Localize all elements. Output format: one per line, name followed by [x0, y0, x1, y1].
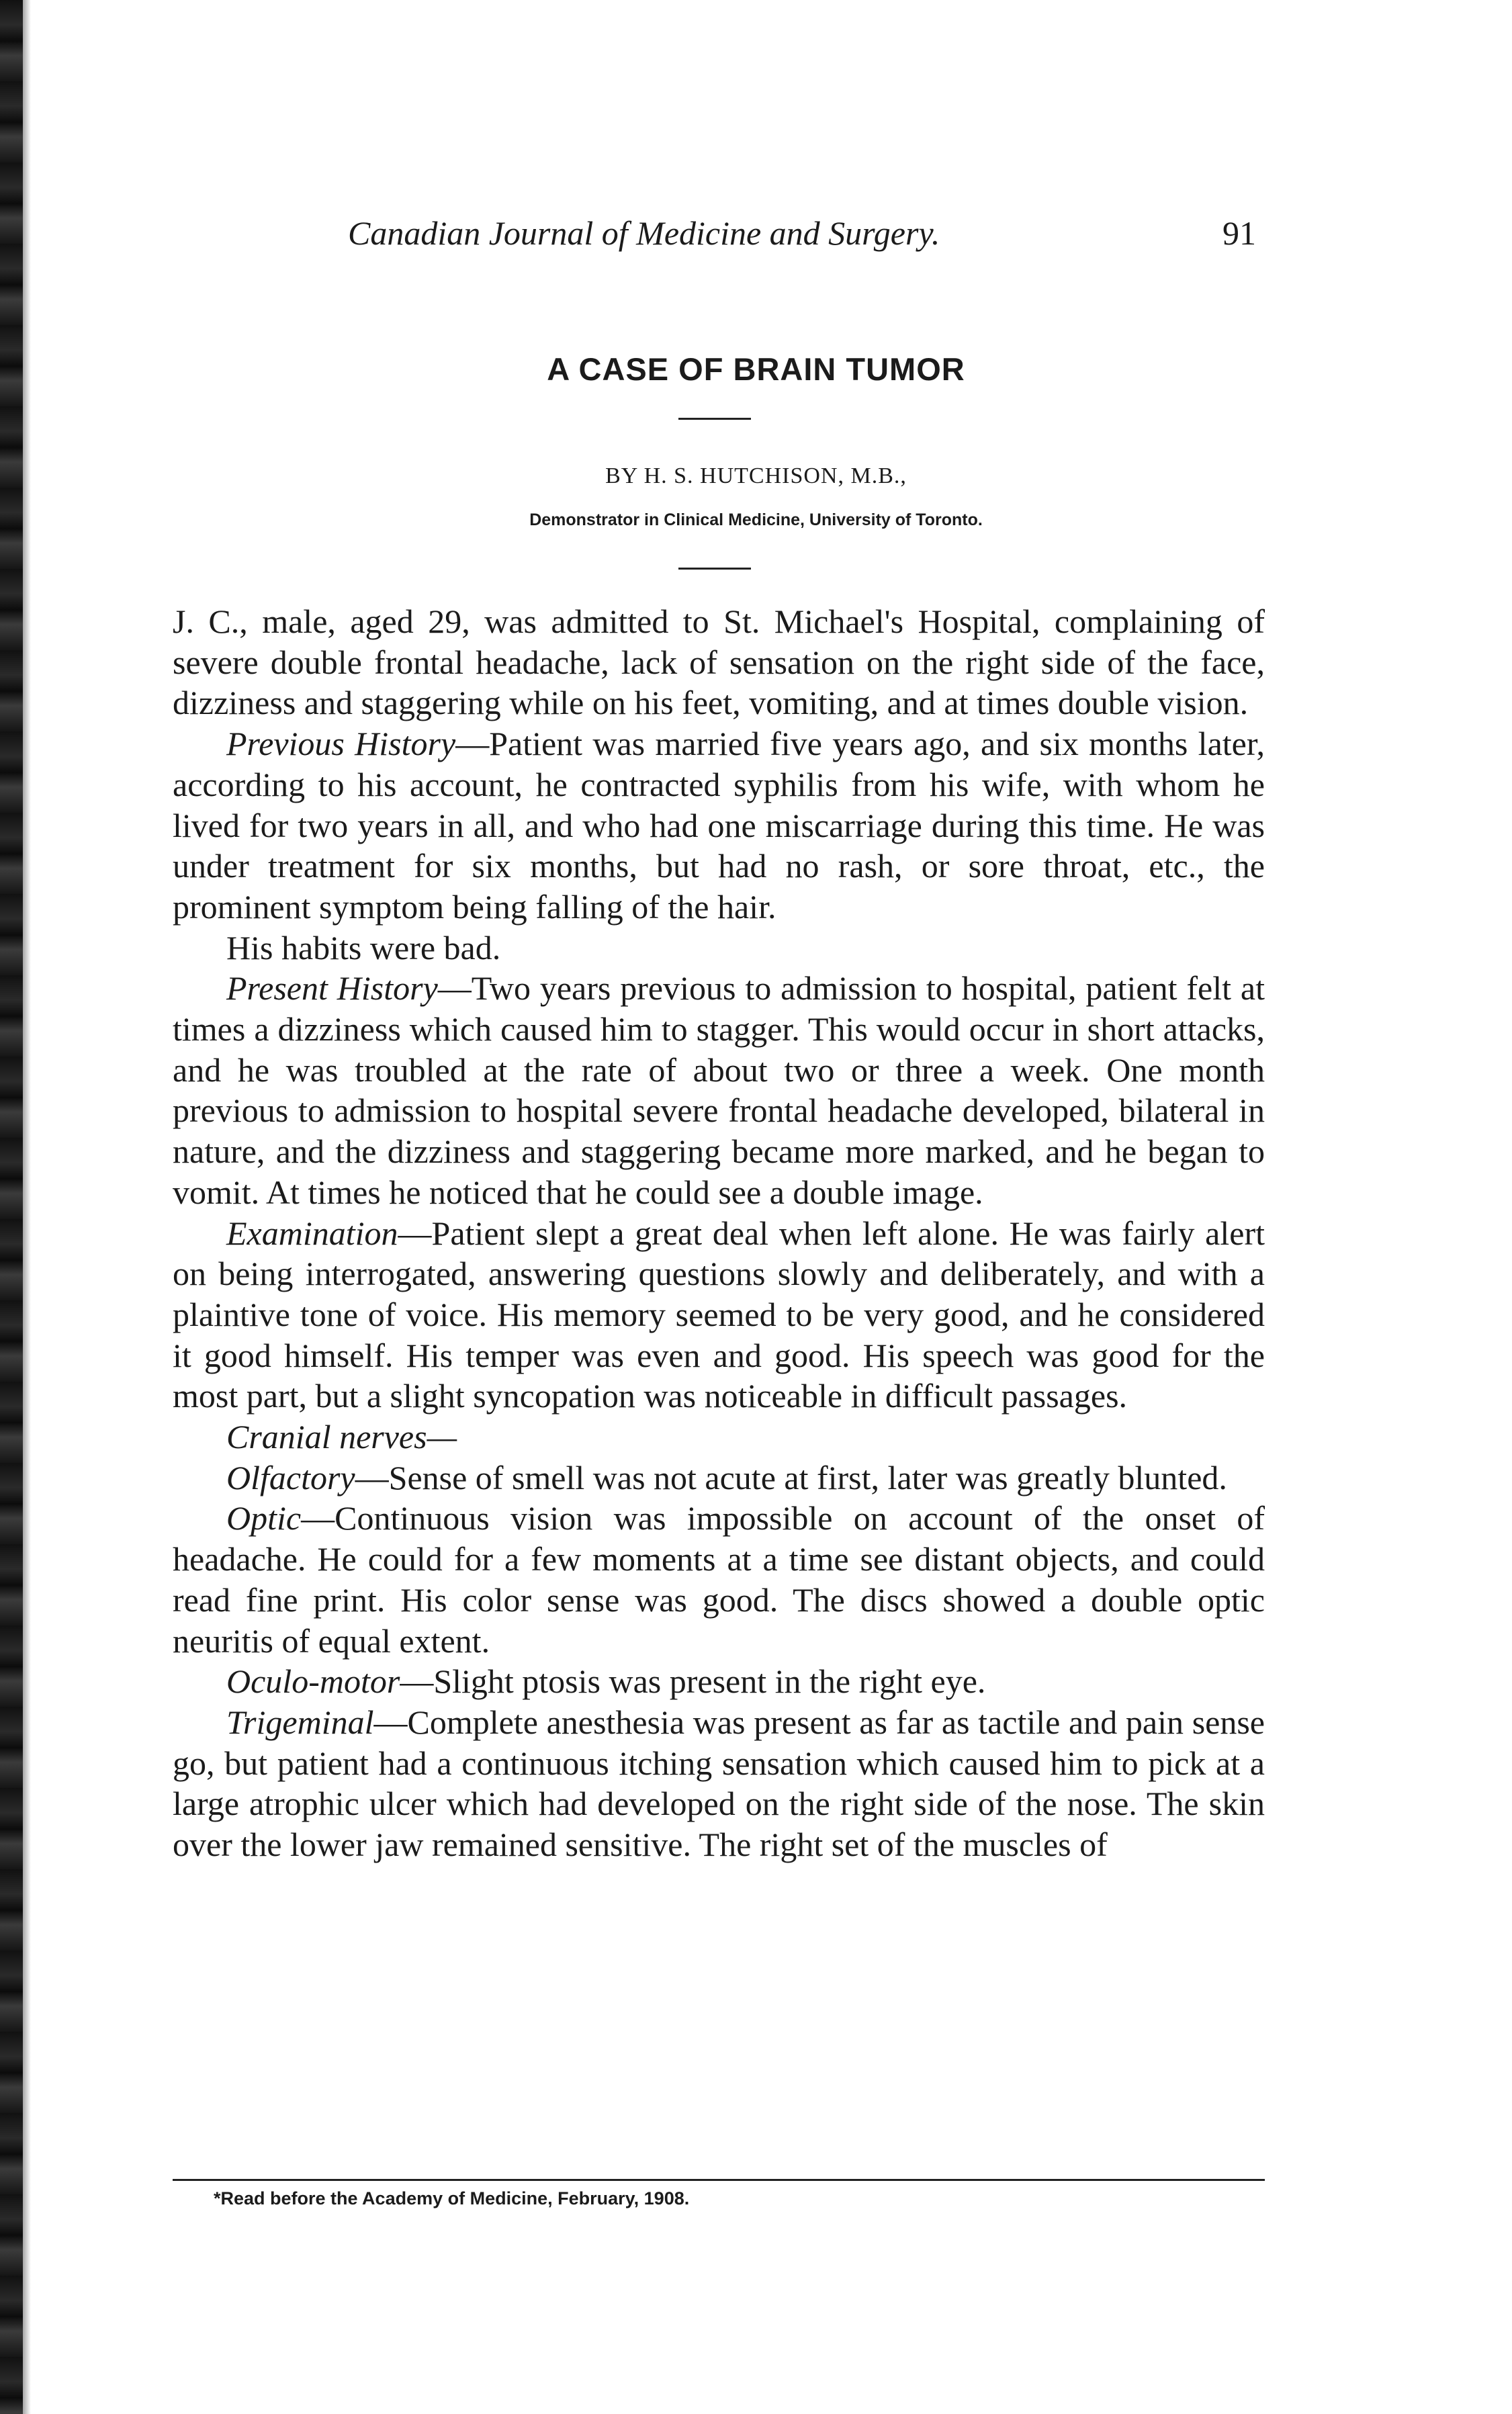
article-body: [173, 601, 1265, 1865]
intro-text: J. C., male, aged 29, was admitted to St. Michael's Hospital, complaining of severe double frontal headache, lack of sensation on the right side of the face, dizziness and staggering while on his feet, vomiting, and at times double vision.: [173, 602, 1265, 722]
oculomotor-paragraph: [173, 1661, 1265, 1702]
previous-history-text: —Patient was married five years ago, and six months later, according to his account, he contracted syphilis from his wife, with whom he lived for two years in all, and who had one miscarriage during this time. He was under treatment for six months, but had no rash, or sore throat, etc., the prominent symptom being falling of the hair.: [173, 725, 1265, 926]
trigeminal-paragraph: [173, 1702, 1265, 1865]
habits-text: His habits were bad.: [226, 928, 501, 967]
present-history-heading: Present History: [226, 969, 438, 1008]
olfactory-text: —Sense of smell was not acute at first, later was greatly blunted.: [355, 1458, 1227, 1496]
previous-history-paragraph: [173, 723, 1265, 928]
olfactory-paragraph: [173, 1458, 1265, 1499]
running-head: [348, 214, 1256, 267]
habits-paragraph: [173, 928, 1265, 969]
article-title: A CASE OF BRAIN TUMOR: [547, 351, 965, 387]
optic-paragraph: [173, 1498, 1265, 1661]
article-author: BY H. S. HUTCHISON, M.B.,: [605, 463, 907, 488]
examination-heading: Examination: [226, 1214, 398, 1252]
journal-title: Canadian Journal of Medicine and Surgery.: [348, 214, 940, 252]
page-number: 91: [1222, 214, 1256, 252]
present-history-paragraph: [173, 968, 1265, 1212]
intro-paragraph: [173, 601, 1265, 723]
examination-text: —Patient slept a great deal when left alone. He was fairly alert on being interrogated, answering questions slowly and deliberately, and with a plaintive tone of voice. His memory seemed to be very good, and he considered it good himself. His temper was even and good. His speech was good for the most part, but a slight syncopation was noticeable in difficult passages.: [173, 1214, 1265, 1415]
title-rule: [678, 418, 751, 420]
cranial-nerves-paragraph: [173, 1417, 1265, 1458]
oculomotor-text: —Slight ptosis was present in the right eye.: [400, 1662, 986, 1701]
trigeminal-text: —Complete anesthesia was present as far as tactile and pain sense go, but patient had a continuous itching sensation which caused him to pick at a large atrophic ulcer which had developed on the right side of the nose. The skin over the lower jaw remained sensitive. The right set of the muscles of: [173, 1703, 1265, 1864]
affiliation-rule: [678, 568, 751, 570]
author-affiliation: Demonstrator in Clinical Medicine, University of Toronto.: [529, 510, 983, 529]
trigeminal-heading: Trigeminal: [226, 1703, 374, 1741]
optic-heading: Optic: [226, 1499, 302, 1537]
examination-paragraph: [173, 1213, 1265, 1417]
previous-history-heading: Previous History: [226, 725, 456, 763]
footnote: *Read before the Academy of Medicine, February, 1908.: [214, 2188, 690, 2208]
cranial-nerves-heading: Cranial nerves—: [226, 1418, 457, 1456]
olfactory-heading: Olfactory: [226, 1458, 355, 1496]
footnote-rule: [173, 2179, 1265, 2181]
present-history-text: —Two years previous to admission to hospital, patient felt at times a dizziness which caused him to stagger. This would occur in short attacks, and he was troubled at the rate of about two or three a week. One month previous to admission to hospital severe frontal headache developed, bilateral in nature, and the dizziness and staggering became more marked, and he began to vomit. At times he noticed that he could see a double image.: [173, 969, 1265, 1211]
optic-text: —Continuous vision was impossible on account of the onset of headache. He could for a few moments at a time see distant objects, and could read fine print. His color sense was good. The discs showed a double optic neuritis of equal extent.: [173, 1499, 1265, 1660]
oculomotor-heading: Oculo-motor: [226, 1662, 400, 1701]
